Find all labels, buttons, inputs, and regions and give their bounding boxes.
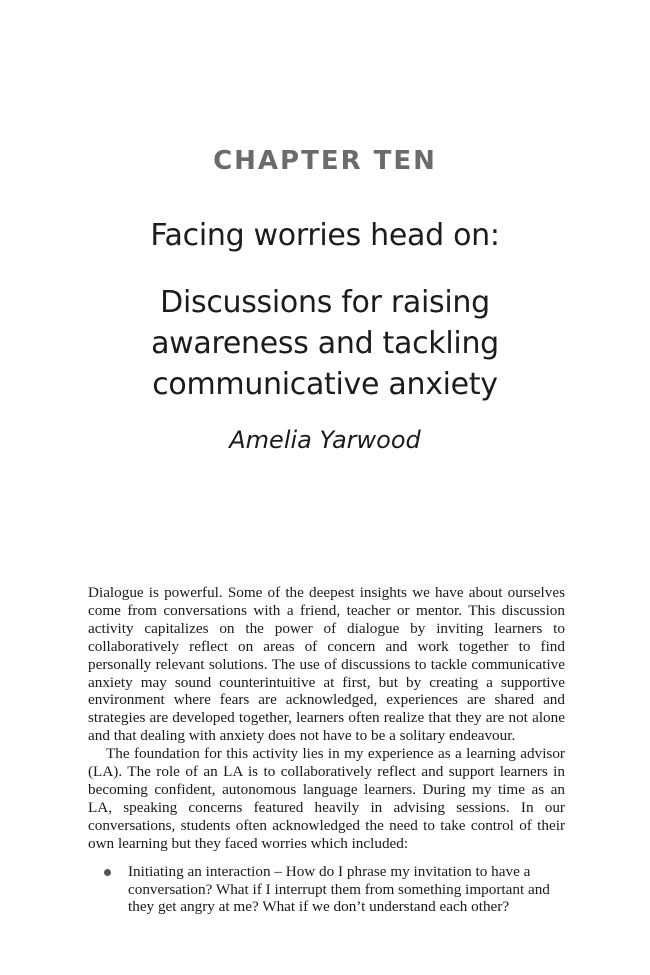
list-item (88, 863, 565, 917)
chapter-number: CHAPTER TEN (213, 146, 437, 176)
chapter-title: Facing worries head on: (150, 218, 500, 253)
bullet-list (88, 863, 565, 917)
subtitle-line: Discussions for raising (160, 285, 490, 320)
paragraph: Dialogue is powerful. Some of the deepest insights we have about ourselves come from conversations with a friend, teacher or mentor. This discussion activity capitalizes on the power of dialogue by inviting learners to collaboratively reflect on areas of concern and work together to find personally relevant solutions. The use of discussions to tackle communicative anxiety may sound counterintuitive at first, but by creating a supportive environment where fears are acknowledged, experiences are shared and strategies are developed together, learners often realize that they are not alone and that dealing with anxiety does not have to be a solitary endeavour. (88, 584, 565, 745)
subtitle-line: awareness and tackling (151, 326, 499, 361)
subtitle-line: communicative anxiety (152, 367, 498, 402)
paragraph: The foundation for this activity lies in my experience as a learning advisor (LA). The role of an LA is to collaboratively reflect and support learners in becoming confident, autonomous language learners. During my time as an LA, speaking concerns featured heavily in advising sessions. In our conversations, students often acknowledged the need to take control of their own learning but they faced worries which included: (88, 745, 565, 852)
chapter-author: Amelia Yarwood (229, 426, 421, 454)
list-item-text: Initiating an interaction – How do I phrase my invitation to have a conversation? What if I interrupt them from something important and they get angry at me? What if we don’t understand each other? (128, 862, 550, 916)
bullet-icon (104, 869, 111, 876)
chapter-subtitle (110, 282, 540, 405)
body-text (88, 584, 565, 916)
